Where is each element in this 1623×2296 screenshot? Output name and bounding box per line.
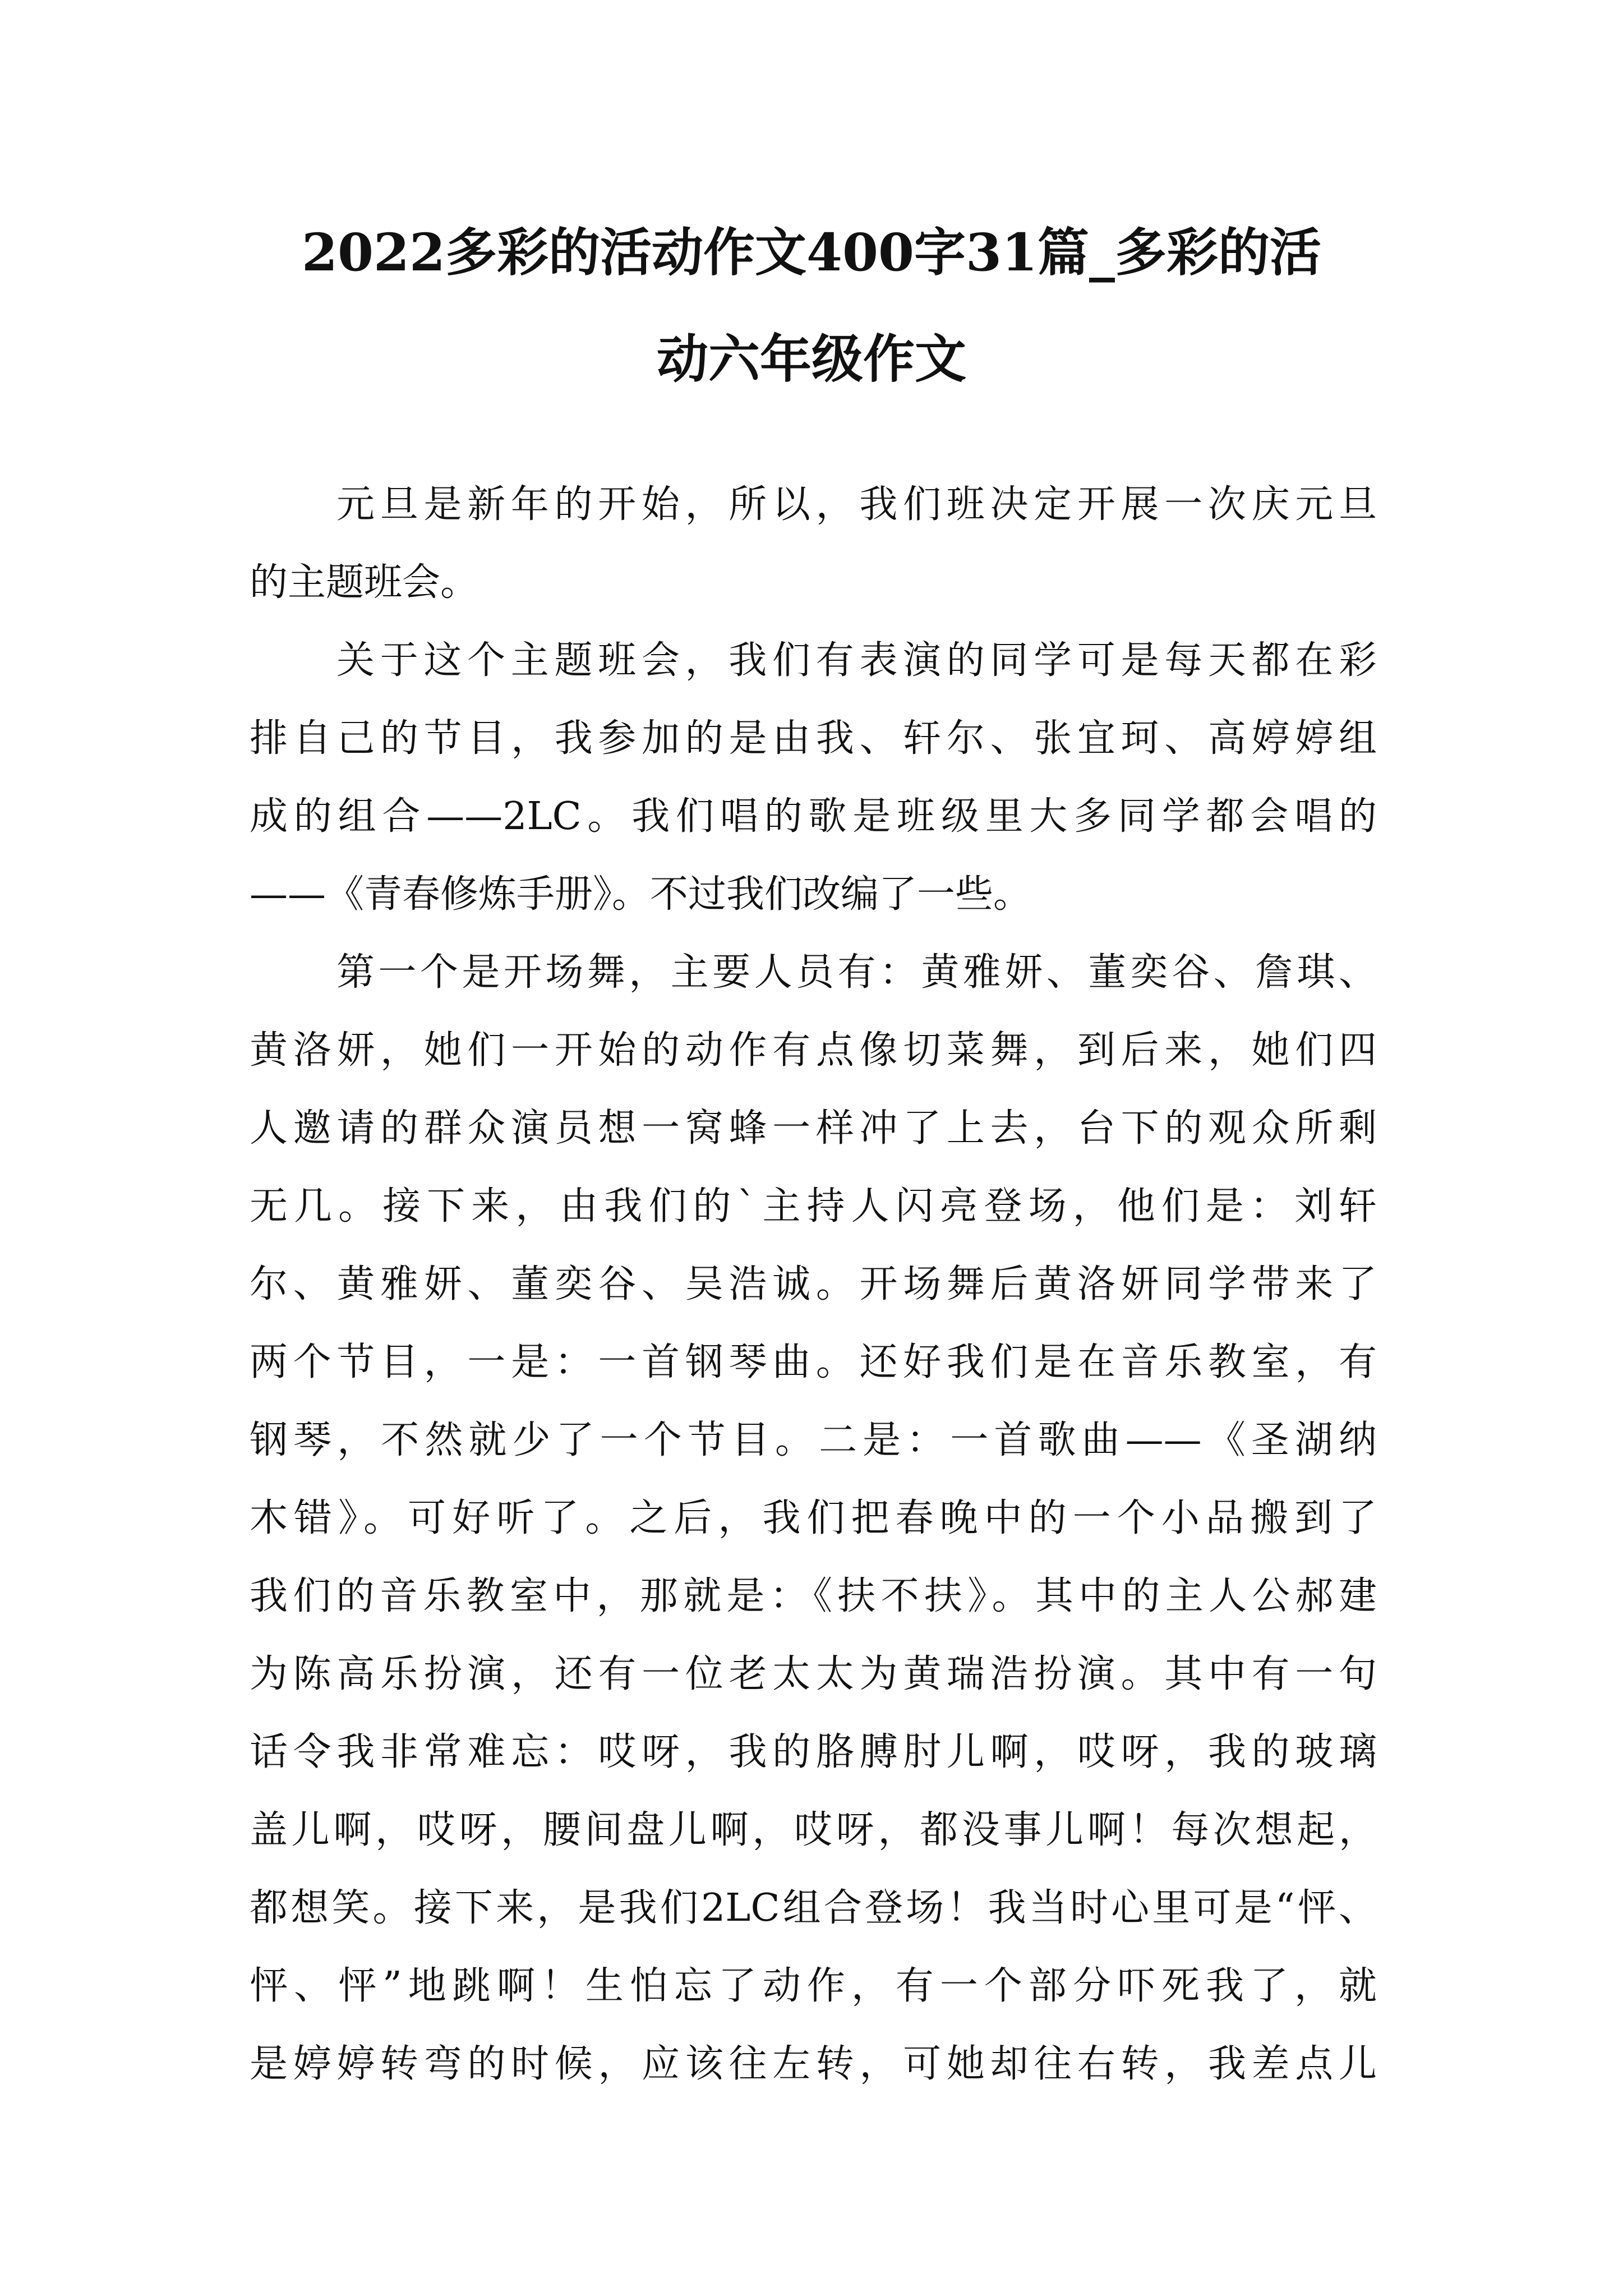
body-line: 无几。接下来，由我们的`主持人闪亮登场，他们是：刘轩 — [250, 1184, 1377, 1228]
body-line: 的主题班会。 — [250, 560, 479, 605]
body-line: 盖儿啊，哎呀，腰间盘儿啊，哎呀，都没事儿啊！每次想起， — [250, 1808, 1377, 1852]
body-line: 尔、黄雅妍、董奕谷、吴浩诚。开场舞后黄洛妍同学带来了 — [250, 1262, 1377, 1306]
title-line-1: 2022多彩的活动作文400字31篇_多彩的活 — [301, 222, 1322, 283]
body-line: ——《青春修炼手册》。不过我们改编了一些。 — [250, 872, 1032, 917]
body-line: 话令我非常难忘：哎呀，我的胳膊肘儿啊，哎呀，我的玻璃 — [250, 1730, 1377, 1774]
body-line: 成的组合——2LC。我们唱的歌是班级里大多同学都会唱的 — [250, 794, 1377, 839]
body-line: 黄洛妍，她们一开始的动作有点像切菜舞，到后来，她们四 — [250, 1028, 1377, 1073]
title-line-2: 动六年级作文 — [656, 329, 966, 389]
body-line: 木错》。可好听了。之后，我们把春晚中的一个小品搬到了 — [250, 1496, 1377, 1540]
body-line: 关于这个主题班会，我们有表演的同学可是每天都在彩 — [336, 638, 1377, 683]
body-line: 排自己的节目，我参加的是由我、轩尔、张宜珂、高婷婷组 — [250, 716, 1377, 761]
body-line: 是婷婷转弯的时候，应该往左转，可她却往右转，我差点儿 — [250, 2042, 1377, 2086]
document-title — [224, 199, 1399, 412]
body-line: 都想笑。接下来，是我们2LC组合登场！我当时心里可是“怦、 — [250, 1886, 1377, 1930]
body-line: 人邀请的群众演员想一窝蜂一样冲了上去，台下的观众所剩 — [250, 1106, 1377, 1151]
body-line: 怦、怦”地跳啊！生怕忘了动作，有一个部分吓死我了，就 — [250, 1964, 1377, 2008]
body-line: 我们的音乐教室中，那就是：《扶不扶》。其中的主人公郝建 — [250, 1574, 1377, 1618]
body-line: 两个节目，一是：一首钢琴曲。还好我们是在音乐教室，有 — [250, 1340, 1377, 1384]
body-line: 元旦是新年的开始，所以，我们班决定开展一次庆元旦 — [336, 482, 1377, 527]
body-line: 第一个是开场舞，主要人员有：黄雅妍、董奕谷、詹琪、 — [336, 950, 1377, 995]
body-line: 为陈高乐扮演，还有一位老太太为黄瑞浩扮演。其中有一句 — [250, 1652, 1377, 1696]
body-line: 钢琴，不然就少了一个节目。二是：一首歌曲——《圣湖纳 — [250, 1418, 1377, 1462]
